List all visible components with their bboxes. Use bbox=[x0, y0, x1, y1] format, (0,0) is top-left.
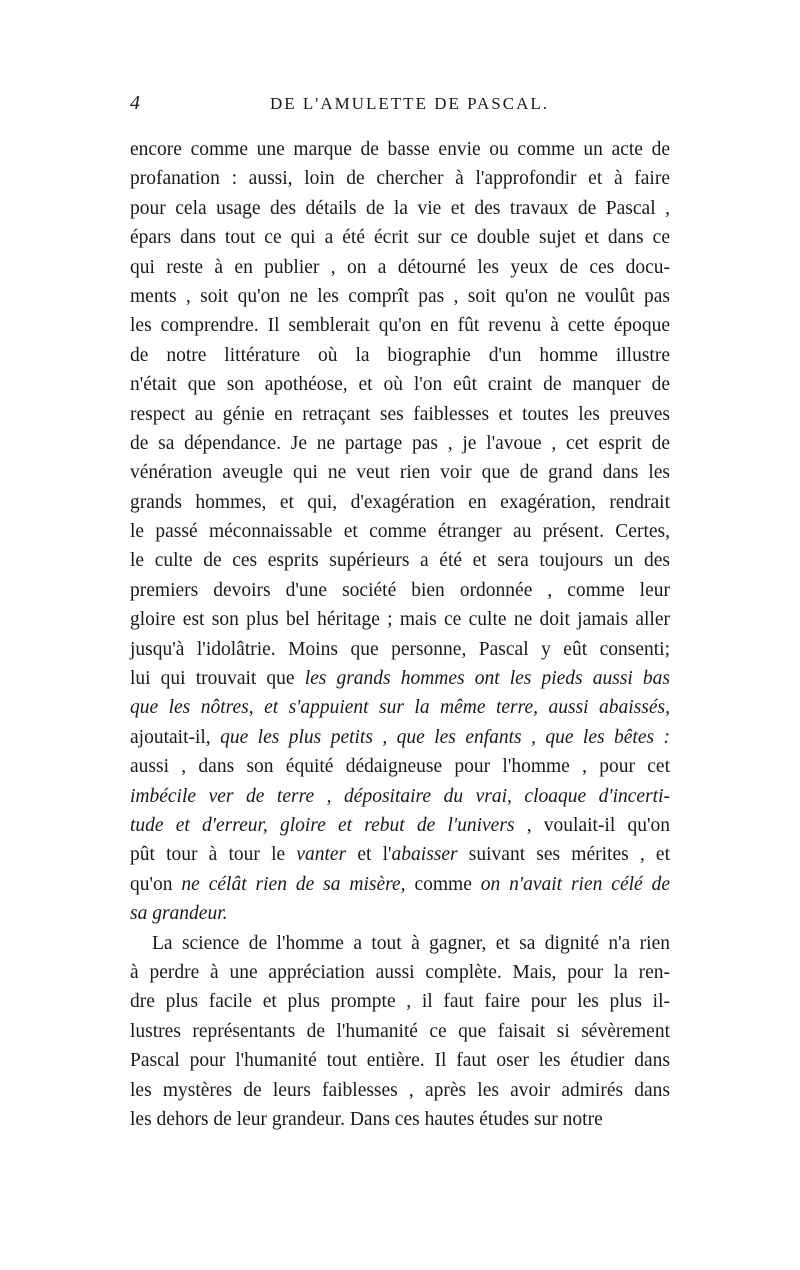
italic-segment: on n'avait rien célé de bbox=[480, 873, 670, 895]
text-line bbox=[130, 782, 670, 811]
text-line bbox=[130, 194, 670, 223]
text-segment: profanation : aussi, loin de chercher à l'approfondir et à faire bbox=[130, 168, 670, 190]
text-segment: à perdre à une appréciation aussi complète. Mais, pour la ren- bbox=[130, 961, 670, 983]
text-segment: suivant ses mérites , et bbox=[457, 844, 670, 866]
text-segment: de sa dépendance. Je ne partage pas , je l'avoue , cet esprit de bbox=[130, 432, 670, 454]
text-line bbox=[130, 1076, 670, 1105]
text-line bbox=[130, 1046, 670, 1075]
text-line bbox=[130, 958, 670, 987]
text-line bbox=[130, 840, 670, 869]
text-segment: respect au génie en retraçant ses faiblesses et toutes les preuves bbox=[130, 403, 670, 425]
text-line bbox=[130, 987, 670, 1016]
running-title: DE L'AMULETTE DE PASCAL. bbox=[270, 94, 549, 113]
text-line bbox=[130, 723, 670, 752]
text-segment: grands hommes, et qui, d'exagération en exagération, rendrait bbox=[130, 491, 670, 513]
text-segment: le culte de ces esprits supérieurs a été et sera toujours un des bbox=[130, 550, 670, 572]
italic-segment: les grands hommes ont les pieds aussi bas bbox=[304, 668, 671, 690]
text-line bbox=[130, 341, 670, 370]
text-line bbox=[130, 546, 670, 575]
italic-segment: sa grandeur. bbox=[130, 903, 228, 925]
text-line bbox=[130, 693, 670, 722]
text-line bbox=[130, 311, 670, 340]
text-segment: aussi , dans son équité dédaigneuse pour l'homme , pour cet bbox=[130, 756, 670, 778]
text-segment: Pascal pour l'humanité tout entière. Il faut oser les étudier dans bbox=[130, 1050, 670, 1072]
text-line bbox=[130, 458, 670, 487]
text-segment: lustres représentants de l'humanité ce que faisait si sévèrement bbox=[130, 1020, 670, 1042]
text-segment: pour cela usage des détails de la vie et des travaux de Pascal , bbox=[130, 197, 670, 219]
text-segment: les comprendre. Il semblerait qu'on en fût revenu à cette époque bbox=[130, 315, 670, 337]
text-segment: lui qui trouvait que bbox=[130, 668, 305, 690]
text-line bbox=[130, 488, 670, 517]
text-line bbox=[130, 429, 670, 458]
text-segment: les mystères de leurs faiblesses , après les avoir admirés dans bbox=[130, 1079, 670, 1101]
text-segment: , voulait-il qu'on bbox=[514, 814, 670, 836]
text-line bbox=[130, 635, 670, 664]
body-text bbox=[130, 135, 670, 1134]
text-segment: les dehors de leur grandeur. Dans ces hautes études sur notre bbox=[130, 1108, 603, 1130]
text-segment: de notre littérature où la biographie d'un homme illustre bbox=[130, 344, 670, 366]
text-line bbox=[130, 223, 670, 252]
text-segment: La science de l'homme a tout à gagner, et sa dignité n'a rien bbox=[152, 932, 670, 954]
text-line bbox=[130, 1017, 670, 1046]
italic-segment: abaisser bbox=[391, 844, 458, 866]
text-line bbox=[130, 929, 670, 958]
text-segment: encore comme une marque de basse envie ou comme un acte de bbox=[130, 139, 670, 160]
paragraph bbox=[130, 929, 670, 1135]
text-segment: jusqu'à l'idolâtrie. Moins que personne, Pascal y eût consenti; bbox=[130, 638, 670, 660]
text-line bbox=[130, 135, 670, 164]
italic-segment: que les nôtres, et s'appuient sur la même terre, aussi abaissés, bbox=[130, 697, 670, 719]
text-segment: vénération aveugle qui ne veut rien voir que de grand dans les bbox=[130, 462, 670, 484]
text-line bbox=[130, 517, 670, 546]
text-line bbox=[130, 752, 670, 781]
italic-segment: tude et d'erreur, gloire et rebut de l'univers bbox=[130, 814, 515, 836]
text-line bbox=[130, 870, 670, 899]
text-line bbox=[130, 664, 670, 693]
text-segment: qui reste à en publier , on a détourné les yeux de ces docu- bbox=[130, 256, 670, 278]
text-line bbox=[130, 1105, 670, 1134]
italic-segment: imbécile ver de terre , dépositaire du vrai, cloaque d'incerti- bbox=[130, 785, 670, 807]
text-segment: n'était que son apothéose, et où l'on eût craint de manquer de bbox=[130, 374, 670, 396]
italic-segment: ne célât rien de sa misère, bbox=[181, 873, 406, 895]
text-line bbox=[130, 811, 670, 840]
text-segment: épars dans tout ce qui a été écrit sur ce double sujet et dans ce bbox=[130, 227, 670, 249]
text-segment: comme bbox=[405, 873, 481, 895]
text-segment: gloire est son plus bel héritage ; mais ce culte ne doit jamais aller bbox=[130, 609, 670, 631]
text-segment: premiers devoirs d'une société bien ordonnée , comme leur bbox=[130, 579, 670, 601]
text-line bbox=[130, 282, 670, 311]
text-line bbox=[130, 370, 670, 399]
text-line bbox=[130, 899, 670, 928]
text-segment: pût tour à tour le bbox=[130, 844, 297, 866]
text-line bbox=[130, 164, 670, 193]
running-head bbox=[130, 92, 670, 118]
text-line bbox=[130, 605, 670, 634]
paragraph bbox=[130, 135, 670, 929]
text-line bbox=[130, 576, 670, 605]
italic-segment: que les plus petits , que les enfants , que les bêtes : bbox=[220, 726, 670, 748]
text-segment: et l' bbox=[346, 844, 392, 866]
text-segment: ments , soit qu'on ne les comprît pas , soit qu'on ne voulût pas bbox=[130, 285, 670, 307]
text-segment: dre plus facile et plus prompte , il faut faire pour les plus il- bbox=[130, 991, 670, 1013]
text-line bbox=[130, 253, 670, 282]
text-line bbox=[130, 400, 670, 429]
italic-segment: vanter bbox=[296, 844, 347, 866]
page-number: 4 bbox=[130, 92, 140, 114]
text-segment: qu'on bbox=[130, 873, 182, 895]
text-segment: le passé méconnaissable et comme étranger au présent. Certes, bbox=[130, 521, 670, 543]
text-segment: ajoutait-il, bbox=[130, 726, 221, 748]
